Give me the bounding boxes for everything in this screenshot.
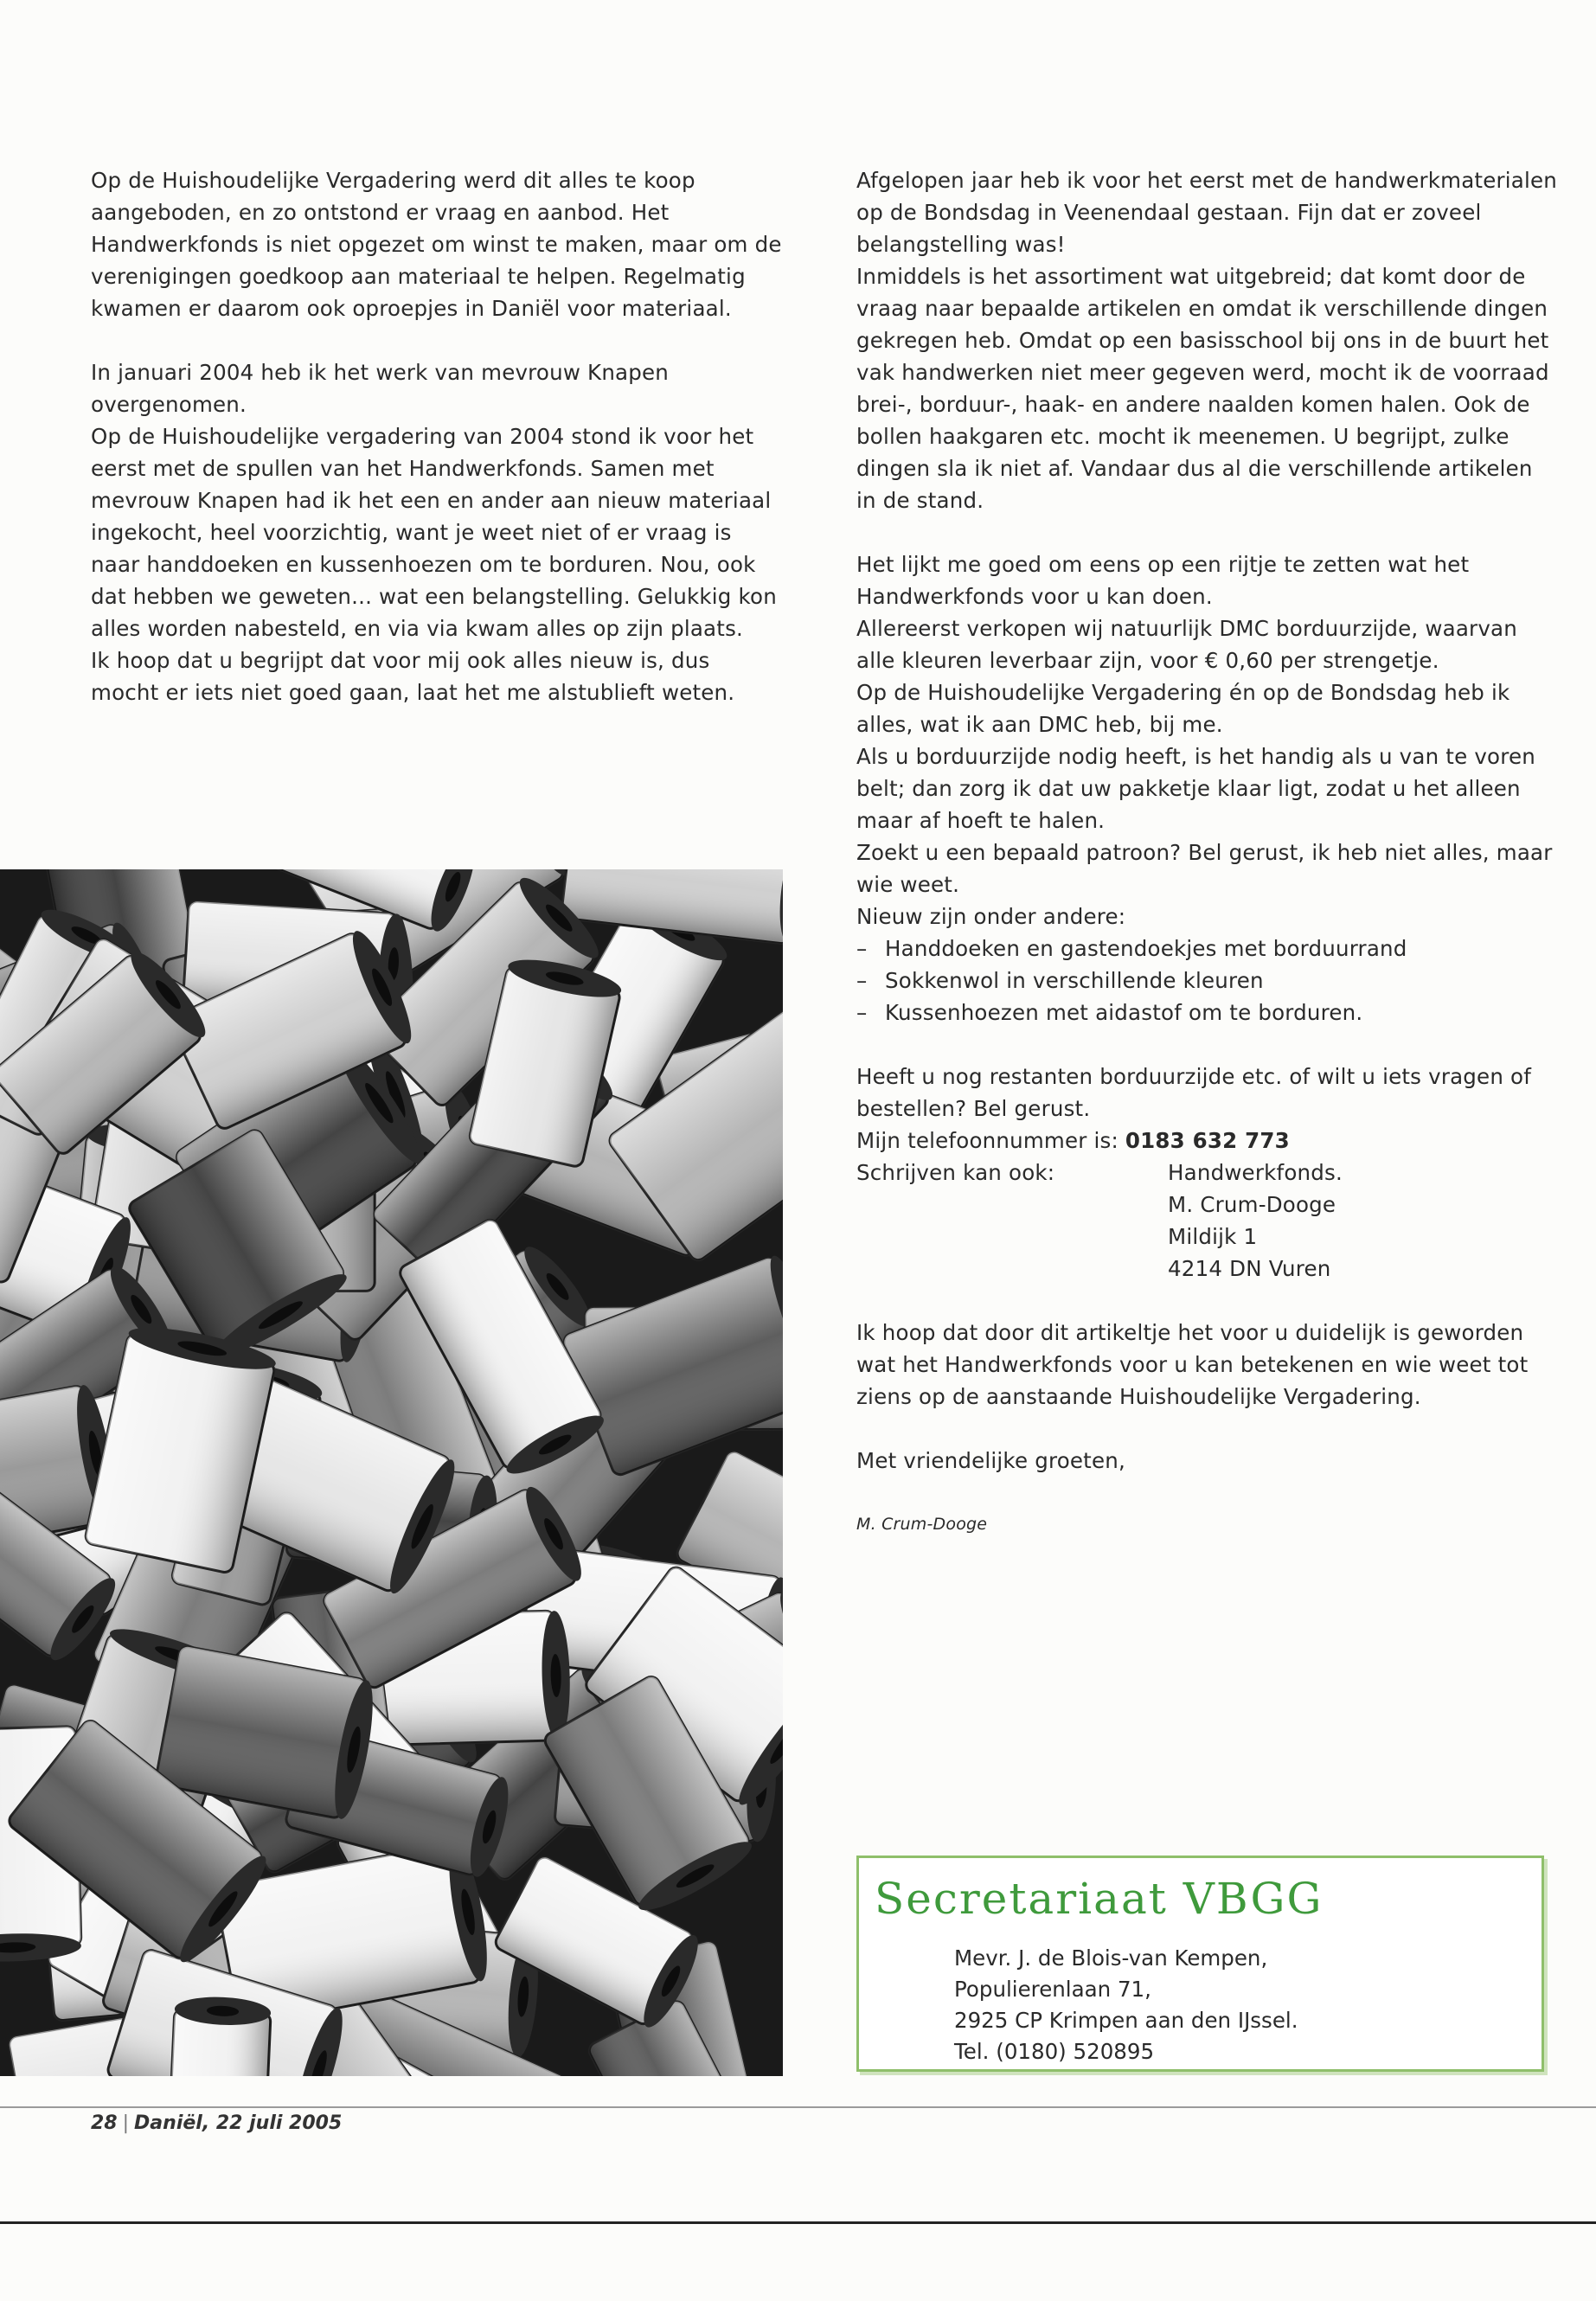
spools-illustration [0, 869, 783, 2076]
left-column [91, 164, 783, 740]
paragraph: Als u borduurzijde nodig heeft, is het handig als u van te voren belt; dan zorg ik dat uw pakketje klaar ligt, zodat u het alleen maar af hoeft te halen. [856, 744, 1535, 833]
paragraph: Inmiddels is het assortiment wat uitgebreid; dat komt door de vraag naar bepaalde artikelen en omdat ik verschillende dingen gekregen heb. Omdat op een basisschool bij ons in de buurt het vak handwerken niet meer gegeven werd, mocht ik de voorraad brei-, borduur-, haak- en andere naalden komen halen. Ook de bollen haakgaren etc. mocht ik meenemen. U begrijpt, zulke dingen sla ik niet af. Vandaar dus al die verschillende artikelen in de stand. [856, 264, 1549, 513]
address-line: 2925 CP Krimpen aan den IJssel. [954, 2008, 1298, 2033]
thread-spools-photo [0, 869, 783, 2076]
phone-line [856, 1125, 1557, 1157]
address-line: Mevr. J. de Blois-van Kempen, [954, 1945, 1268, 1971]
paragraph: In januari 2004 heb ik het werk van mevrouw Knapen overgenomen. [91, 360, 670, 417]
address-line: Tel. (0180) 520895 [954, 2039, 1155, 2064]
closing: Met vriendelijke groeten, [856, 1448, 1125, 1473]
paragraph: Afgelopen jaar heb ik voor het eerst met de handwerkmaterialen op de Bondsdag in Veenendaal gestaan. Fijn dat er zoveel belangstelling was! [856, 168, 1558, 257]
secretariaat-address [954, 1943, 1298, 2067]
paragraph: Nieuw zijn onder andere: [856, 904, 1126, 929]
spool [166, 1995, 272, 2076]
paragraph: Ik hoop dat door dit artikeltje het voor u duidelijk is geworden wat het Handwerkfonds voor u kan betekenen en wie weet tot ziens op de aanstaande Huishoudelijke Vergadering. [856, 1320, 1529, 1409]
signature: M. Crum-Dooge [856, 1515, 988, 1534]
paragraph: Zoekt u een bepaald patroon? Bel gerust, ik heb niet alles, maar wie weet. [856, 840, 1553, 897]
footer-separator: | [122, 2112, 130, 2134]
address-line: Mildijk 1 [1168, 1224, 1258, 1249]
paragraph: Allereerst verkopen wij natuurlijk DMC borduurzijde, waarvan alle kleuren leverbaar zijn, voor € 0,60 per strengetje. [856, 616, 1517, 673]
phone-label: Mijn telefoonnummer is: [856, 1128, 1118, 1153]
paragraph: Ik hoop dat u begrijpt dat voor mij ook alles nieuw is, dus mocht er iets niet goed gaan, laat het me alstublieft weten. [91, 648, 735, 705]
write-label: Schrijven kan ook: [856, 1160, 1055, 1185]
footer-rule [0, 2106, 1596, 2108]
address-line: 4214 DN Vuren [1168, 1256, 1331, 1281]
right-column [856, 164, 1557, 1573]
phone-number: 0183 632 773 [1125, 1128, 1290, 1153]
address-line: Handwerkfonds. [1168, 1160, 1343, 1185]
new-items-list [856, 933, 1557, 1029]
secretariaat-box [856, 1856, 1544, 2072]
address-line: Populierenlaan 71, [954, 1977, 1151, 2002]
paragraph: Op de Huishoudelijke Vergadering werd dit alles te koop aangeboden, en zo ontstond er vraag en aanbod. Het Handwerkfonds is niet opgezet om winst te maken, maar om de verenigingen goedkoop aan materiaal te helpen. Regelmatig kwamen er daarom ook oproepjes in Daniël voor materiaal. [91, 168, 782, 321]
paragraph: Op de Huishoudelijke vergadering van 2004 stond ik voor het eerst met de spullen van het Handwerkfonds. Samen met mevrouw Knapen had ik het een en ander aan nieuw materiaal ingekocht, heel voorzichtig, want je weet niet of er vraag is naar handdoeken en kussenhoezen om te borduren. Nou, ook dat hebben we geweten... wat een belangstelling. Gelukkig kon alles worden nabesteld, en via via kwam alles op zijn plaats. [91, 424, 777, 641]
secretariaat-title: Secretariaat VBGG [875, 1874, 1324, 1924]
page-number: 28 [91, 2112, 118, 2134]
paragraph: Heeft u nog restanten borduurzijde etc. of wilt u iets vragen of bestellen? Bel gerust. [856, 1064, 1532, 1121]
list-item: – Handdoeken en gastendoekjes met borduurrand [856, 933, 1557, 965]
paragraph: Op de Huishoudelijke Vergadering én op de Bondsdag heb ik alles, wat ik aan DMC heb, bij me. [856, 680, 1510, 737]
list-item: – Kussenhoezen met aidastof om te borduren. [856, 997, 1557, 1029]
address-row [856, 1157, 1557, 1189]
publication-date: Daniël, 22 juli 2005 [134, 2112, 343, 2134]
address-line: M. Crum-Dooge [1168, 1192, 1336, 1217]
paragraph: Het lijkt me goed om eens op een rijtje te zetten wat het Handwerkfonds voor u kan doen. [856, 552, 1470, 609]
list-item: – Sokkenwol in verschillende kleuren [856, 965, 1557, 997]
bottom-rule [0, 2221, 1596, 2224]
footer [91, 2112, 342, 2134]
